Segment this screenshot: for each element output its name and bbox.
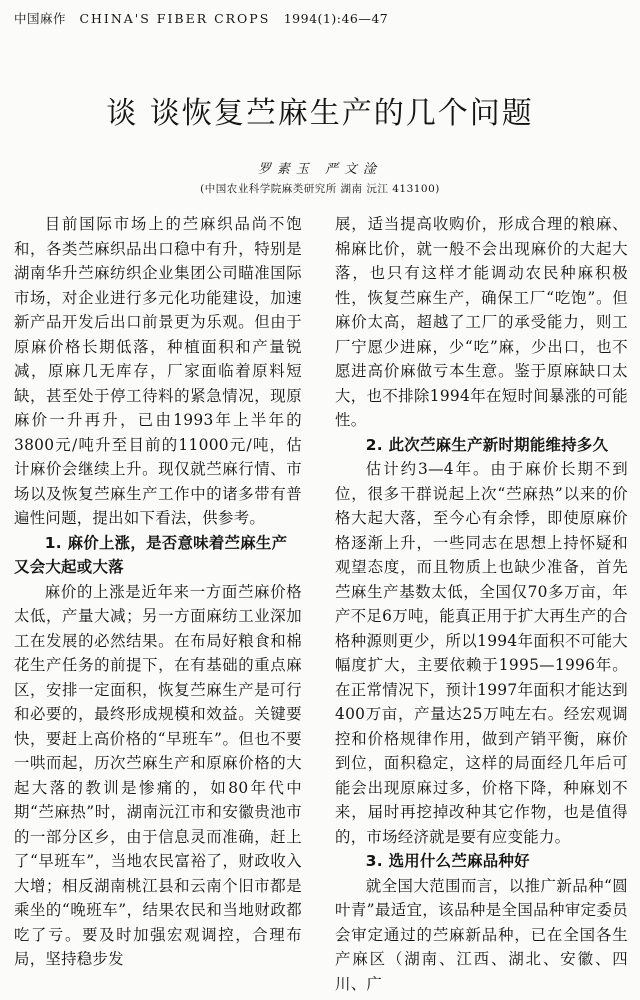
journal-issue: 1994(1):46—47: [283, 11, 389, 26]
section-2-paragraph: 估计约3—4年。由于麻价长期不到位，很多干群说起上次“苎麻热”以来的价格大起大落，至今心有余悸，即使原麻价格逐渐上升，一些同志在思想上持怀疑和观望态度，而且物质上也缺少准备，首先苎麻生产基数太低，全国仅70多万亩，年产不足6万吨，能真正用于扩大再生产的合格种源则更少，所以1994年面积不可能大幅度扩大，主要依赖于1995—1996年。在正常情况下，预计1997年面积才能达到400万亩，产量达25万吨左右。经宏观调控和价格规律作用，做到产销平衡，麻价到位，面积稳定，这样的局面经几年后可能会出现原麻过多，价格下降，种麻划不来，届时再挖掉改种其它作物，也是值得的，市场经济就是要有应变能力。: [335, 460, 628, 846]
article-authors: 罗素玉 严文淦: [257, 162, 383, 177]
author-affiliation: (中国农业科学院麻类研究所 湖南 沅江 413100): [200, 183, 440, 195]
journal-name-en: CHINA'S FIBER CROPS: [79, 11, 271, 26]
right-column: [335, 212, 628, 997]
article-title: 谈 谈恢复苎麻生产的几个问题: [106, 96, 534, 131]
left-column: [14, 212, 302, 997]
section-2-heading: 2. 此次苎麻生产新时期能维持多久: [365, 435, 609, 454]
intro-paragraph: 目前国际市场上的苎麻织品尚不饱和，各类苎麻织品出口稳中有升，特别是湖南华升苎麻纺织企业集团公司瞄准国际市场，对企业进行多元化功能建设，加速新产品开发后出口前景更为乐观。但由于原麻价格长期低落，种植面积和产量锐减，原麻几无库存，厂家面临着原料短缺，甚至处于停工待料的紧急情况，现原麻价一升再升，已由1993年上半年的3800元/吨升至目前的11000元/吨，估计麻价会继续上升。现仅就苎麻行情、市场以及恢复苎麻生产工作中的诸多带有普遍性问题，提出如下看法，供参考。: [14, 215, 302, 527]
section-3-heading: 3. 选用什么苎麻品种好: [365, 852, 530, 870]
journal-name-cn: 中国麻作: [14, 11, 67, 26]
section-3-paragraph: 就全国大范围而言，以推广新品种“圆叶青”最适宜，该品种是全国品种审定委员会审定通过的苎麻新品种，已在全国各生产麻区（湖南、江西、湖北、安徽、四川、广: [335, 876, 628, 993]
section-1-paragraph: 麻价的上涨是近年来一方面苎麻价格太低，产量大减；另一方面麻纺工业深加工在发展的必然结果。在布局好粮食和棉花生产任务的前提下，在有基础的重点麻区，安排一定面积，恢复苎麻生产是可行和必要的，最终形成规模和效益。关键要快，要赶上高价格的“早班车”。但也不要一哄而起，历次苎麻生产和原麻价格的大起大落的教训是惨痛的，如80年代中期“苎麻热”时，湖南沅江市和安徽贵池市的一部分区乡，由于信息灵而准确，赶上了“早班车”，当地农民富裕了，财政收入大增；相反湖南桃江县和云南个旧市都是乘坐的“晚班车”，结果农民和当地财政都吃了亏。要及时加强宏观调控，合理布局，坚持稳步发: [14, 582, 302, 968]
section-1-heading: 1. 麻价上涨，是否意味着苎麻生产又会大起或大落: [14, 533, 288, 576]
running-header: [14, 9, 388, 27]
section-1-continuation: 展，适当提高收购价，形成合理的粮麻、棉麻比价，就一般不会出现麻价的大起大落，也只有这样才能调动农民种麻积极性，恢复苎麻生产，确保工厂“吃饱”。但麻价太高，超越了工厂的承受能力，则工厂宁愿少进麻，少“吃”麻，少出口，也不愿进高价麻做亏本生意。鉴于原麻缺口太大，也不排除1994年在短时间暴涨的可能性。: [335, 215, 628, 429]
